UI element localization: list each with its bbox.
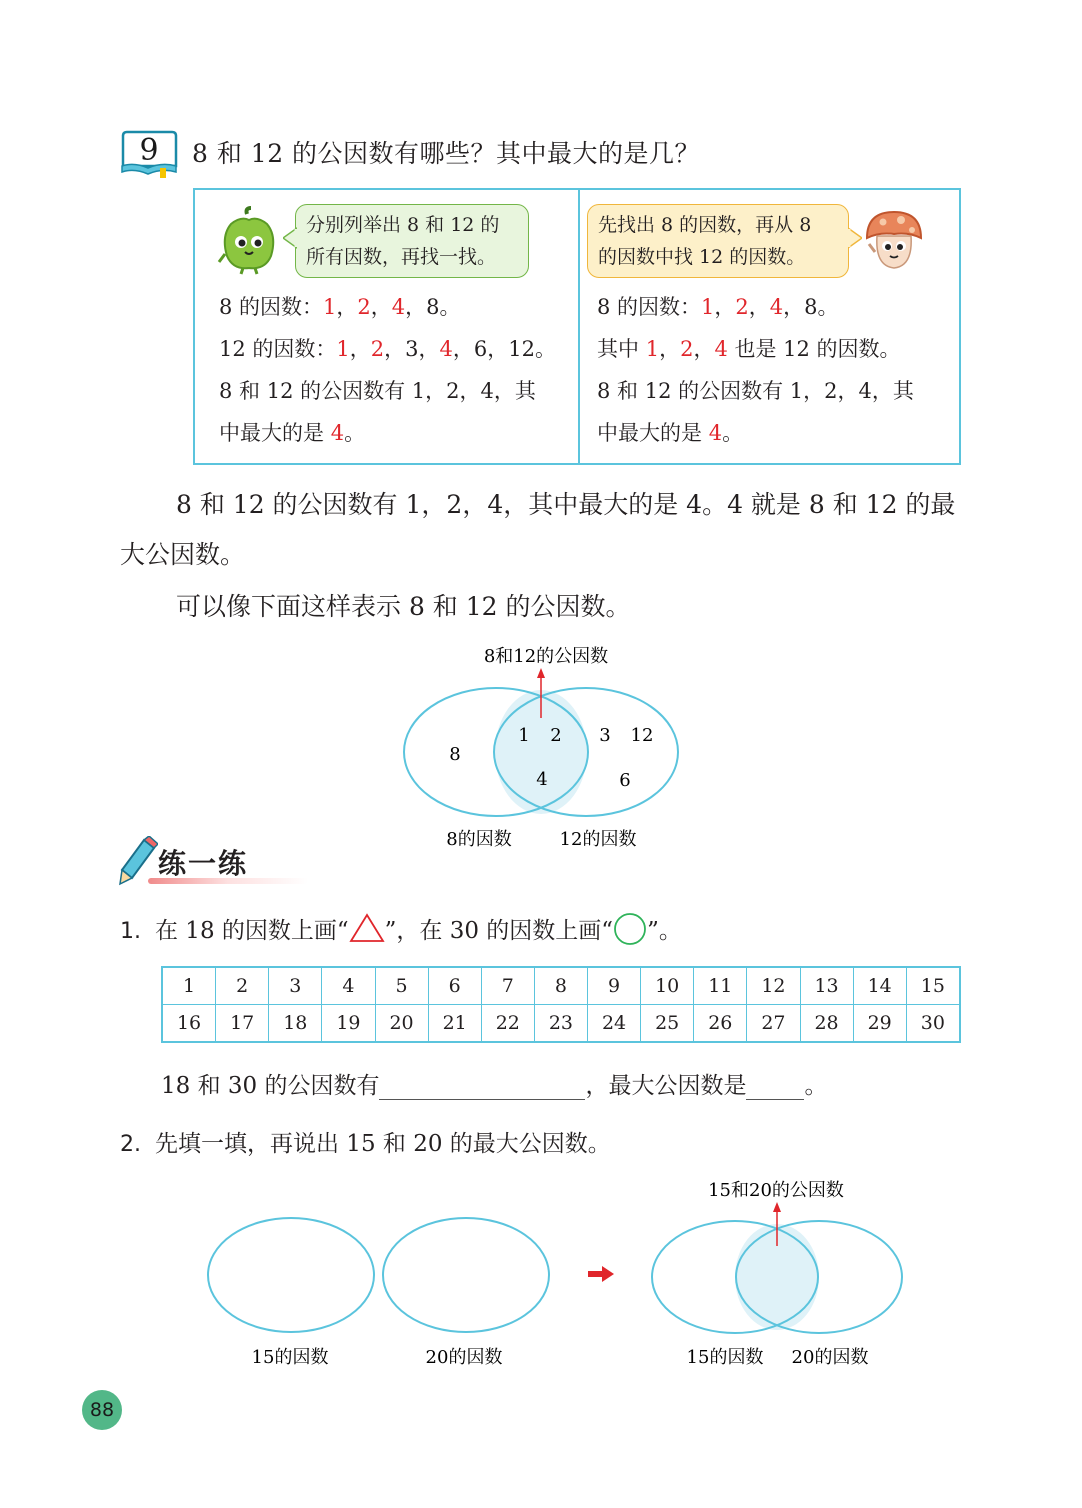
common-factors-blank[interactable] — [379, 1071, 585, 1100]
question-2: 2. 先填一填，再说出 15 和 20 的最大公因数。 — [120, 1131, 611, 1157]
grid-cell[interactable]: 6 — [428, 967, 481, 1005]
venn-common-value: 1 — [518, 725, 530, 746]
grid-cell[interactable]: 28 — [800, 1005, 853, 1043]
circle-factors-15[interactable] — [208, 1218, 374, 1332]
left-hint-line2: 所有因数，再找一找。 — [306, 246, 497, 268]
grid-cell[interactable]: 19 — [322, 1005, 375, 1043]
page-number: 88 — [82, 1390, 122, 1430]
venn-diagram-8-12 — [400, 640, 690, 855]
grid-cell[interactable]: 30 — [906, 1005, 960, 1043]
circle-icon — [613, 912, 647, 946]
empty-circles-15-20 — [200, 1210, 560, 1380]
question-1-fill: 18 和 30 的公因数有 ，最大公因数是 。 — [161, 1073, 828, 1099]
left-line2: 12 的因数：1，2，3，4，6，12。 — [219, 337, 556, 361]
grid-cell[interactable]: 10 — [641, 967, 694, 1005]
right-line4: 中最大的是 4。 — [597, 421, 744, 445]
grid-row — [162, 1005, 960, 1043]
grid-cell[interactable]: 4 — [322, 967, 375, 1005]
venn-common-value: 2 — [550, 725, 562, 746]
example-number: 9 — [139, 133, 159, 168]
grid-cell[interactable]: 15 — [906, 967, 960, 1005]
book-icon — [120, 130, 178, 178]
label-factors-15: 15的因数 — [251, 1347, 329, 1368]
grid-cell[interactable]: 16 — [162, 1005, 216, 1043]
venn-common-value: 4 — [536, 769, 548, 790]
right-line1: 8 的因数：1，2，4，8。 — [597, 295, 839, 319]
grid-cell[interactable]: 8 — [534, 967, 587, 1005]
label-factors-20: 20的因数 — [425, 1347, 503, 1368]
bubble-tail-icon — [283, 226, 297, 250]
right-arrow-icon — [588, 1266, 614, 1282]
venn-right-label: 12的因数 — [559, 829, 637, 850]
left-hint-bubble — [295, 204, 529, 278]
arrow-head-icon — [537, 668, 545, 678]
grid-cell[interactable]: 26 — [694, 1005, 747, 1043]
grid-cell[interactable]: 29 — [853, 1005, 906, 1043]
right-line3: 8 和 12 的公因数有 1，2，4，其 — [597, 379, 914, 403]
pepper-character-icon — [217, 206, 281, 276]
right-line2: 其中 1，2，4 也是 12 的因数。 — [597, 337, 901, 361]
question-1: 1. 在 18 的因数上画“ ”，在 30 的因数上画“ ”。 — [120, 912, 682, 946]
left-hint-line1: 分别列举出 8 和 12 的 — [306, 214, 500, 236]
paragraph1-line2: 大公因数。 — [120, 540, 246, 569]
venn-left-value: 8 — [449, 744, 461, 765]
right-hint-line1: 先找出 8 的因数，再从 8 — [598, 214, 812, 236]
right-solution — [597, 286, 952, 454]
grid-cell[interactable]: 20 — [375, 1005, 428, 1043]
panel-divider — [578, 190, 580, 463]
grid-cell[interactable]: 14 — [853, 967, 906, 1005]
grid-cell[interactable]: 25 — [641, 1005, 694, 1043]
grid-cell[interactable]: 23 — [534, 1005, 587, 1043]
grid-cell[interactable]: 11 — [694, 967, 747, 1005]
bubble-tail-icon — [848, 226, 862, 250]
grid-cell[interactable]: 17 — [216, 1005, 269, 1043]
venn-right-value: 12 — [630, 725, 654, 746]
paragraph1-line1: 8 和 12 的公因数有 1，2，4，其中最大的是 4。4 就是 8 和 12 的最 — [176, 490, 956, 519]
left-line3: 8 和 12 的公因数有 1，2，4，其 — [219, 379, 536, 403]
explanation-paragraph — [120, 480, 962, 580]
venn-left-label: 8的因数 — [446, 829, 512, 850]
grid-cell[interactable]: 12 — [747, 967, 800, 1005]
mushroom-character-icon — [863, 208, 925, 274]
circle-factors-20[interactable] — [383, 1218, 549, 1332]
triangle-icon — [349, 913, 385, 943]
right-hint-bubble — [587, 204, 849, 278]
grid-cell[interactable]: 13 — [800, 967, 853, 1005]
example-number-badge — [120, 130, 178, 178]
venn-right-label: 20的因数 — [791, 1347, 869, 1368]
grid-cell[interactable]: 22 — [481, 1005, 534, 1043]
example-question: 8 和 12 的公因数有哪些？其中最大的是几？ — [192, 139, 701, 168]
grid-cell[interactable]: 5 — [375, 967, 428, 1005]
grid-cell[interactable]: 27 — [747, 1005, 800, 1043]
grid-cell[interactable]: 21 — [428, 1005, 481, 1043]
left-solution — [219, 286, 569, 454]
venn-right-value: 6 — [619, 770, 631, 791]
left-line1: 8 的因数：1，2，4，8。 — [219, 295, 461, 319]
grid-cell[interactable]: 1 — [162, 967, 216, 1005]
venn-left-label: 15的因数 — [686, 1347, 764, 1368]
venn-diagram-15-20 — [645, 1170, 910, 1380]
right-hint-line2: 的因数中找 12 的因数。 — [598, 246, 806, 268]
grid-cell[interactable]: 18 — [269, 1005, 322, 1043]
venn-top-label: 8和12的公因数 — [483, 646, 609, 667]
number-grid — [161, 966, 961, 1043]
venn-top-label: 15和20的公因数 — [708, 1180, 844, 1201]
grid-cell[interactable]: 2 — [216, 967, 269, 1005]
venn-intro-text: 可以像下面这样表示 8 和 12 的公因数。 — [176, 592, 631, 621]
grid-cell[interactable]: 7 — [481, 967, 534, 1005]
grid-cell[interactable]: 3 — [269, 967, 322, 1005]
venn-right-value: 3 — [599, 725, 611, 746]
grid-cell[interactable]: 24 — [588, 1005, 641, 1043]
question-1-number: 1. — [120, 919, 141, 944]
question-2-number: 2. — [120, 1132, 141, 1157]
gcd-blank[interactable] — [746, 1071, 804, 1100]
left-line4: 中最大的是 4。 — [219, 421, 366, 445]
solution-box — [193, 188, 961, 465]
practice-title: 练一练 — [158, 847, 249, 880]
grid-cell[interactable]: 9 — [588, 967, 641, 1005]
arrow-head-icon — [773, 1202, 781, 1212]
grid-row — [162, 967, 960, 1005]
